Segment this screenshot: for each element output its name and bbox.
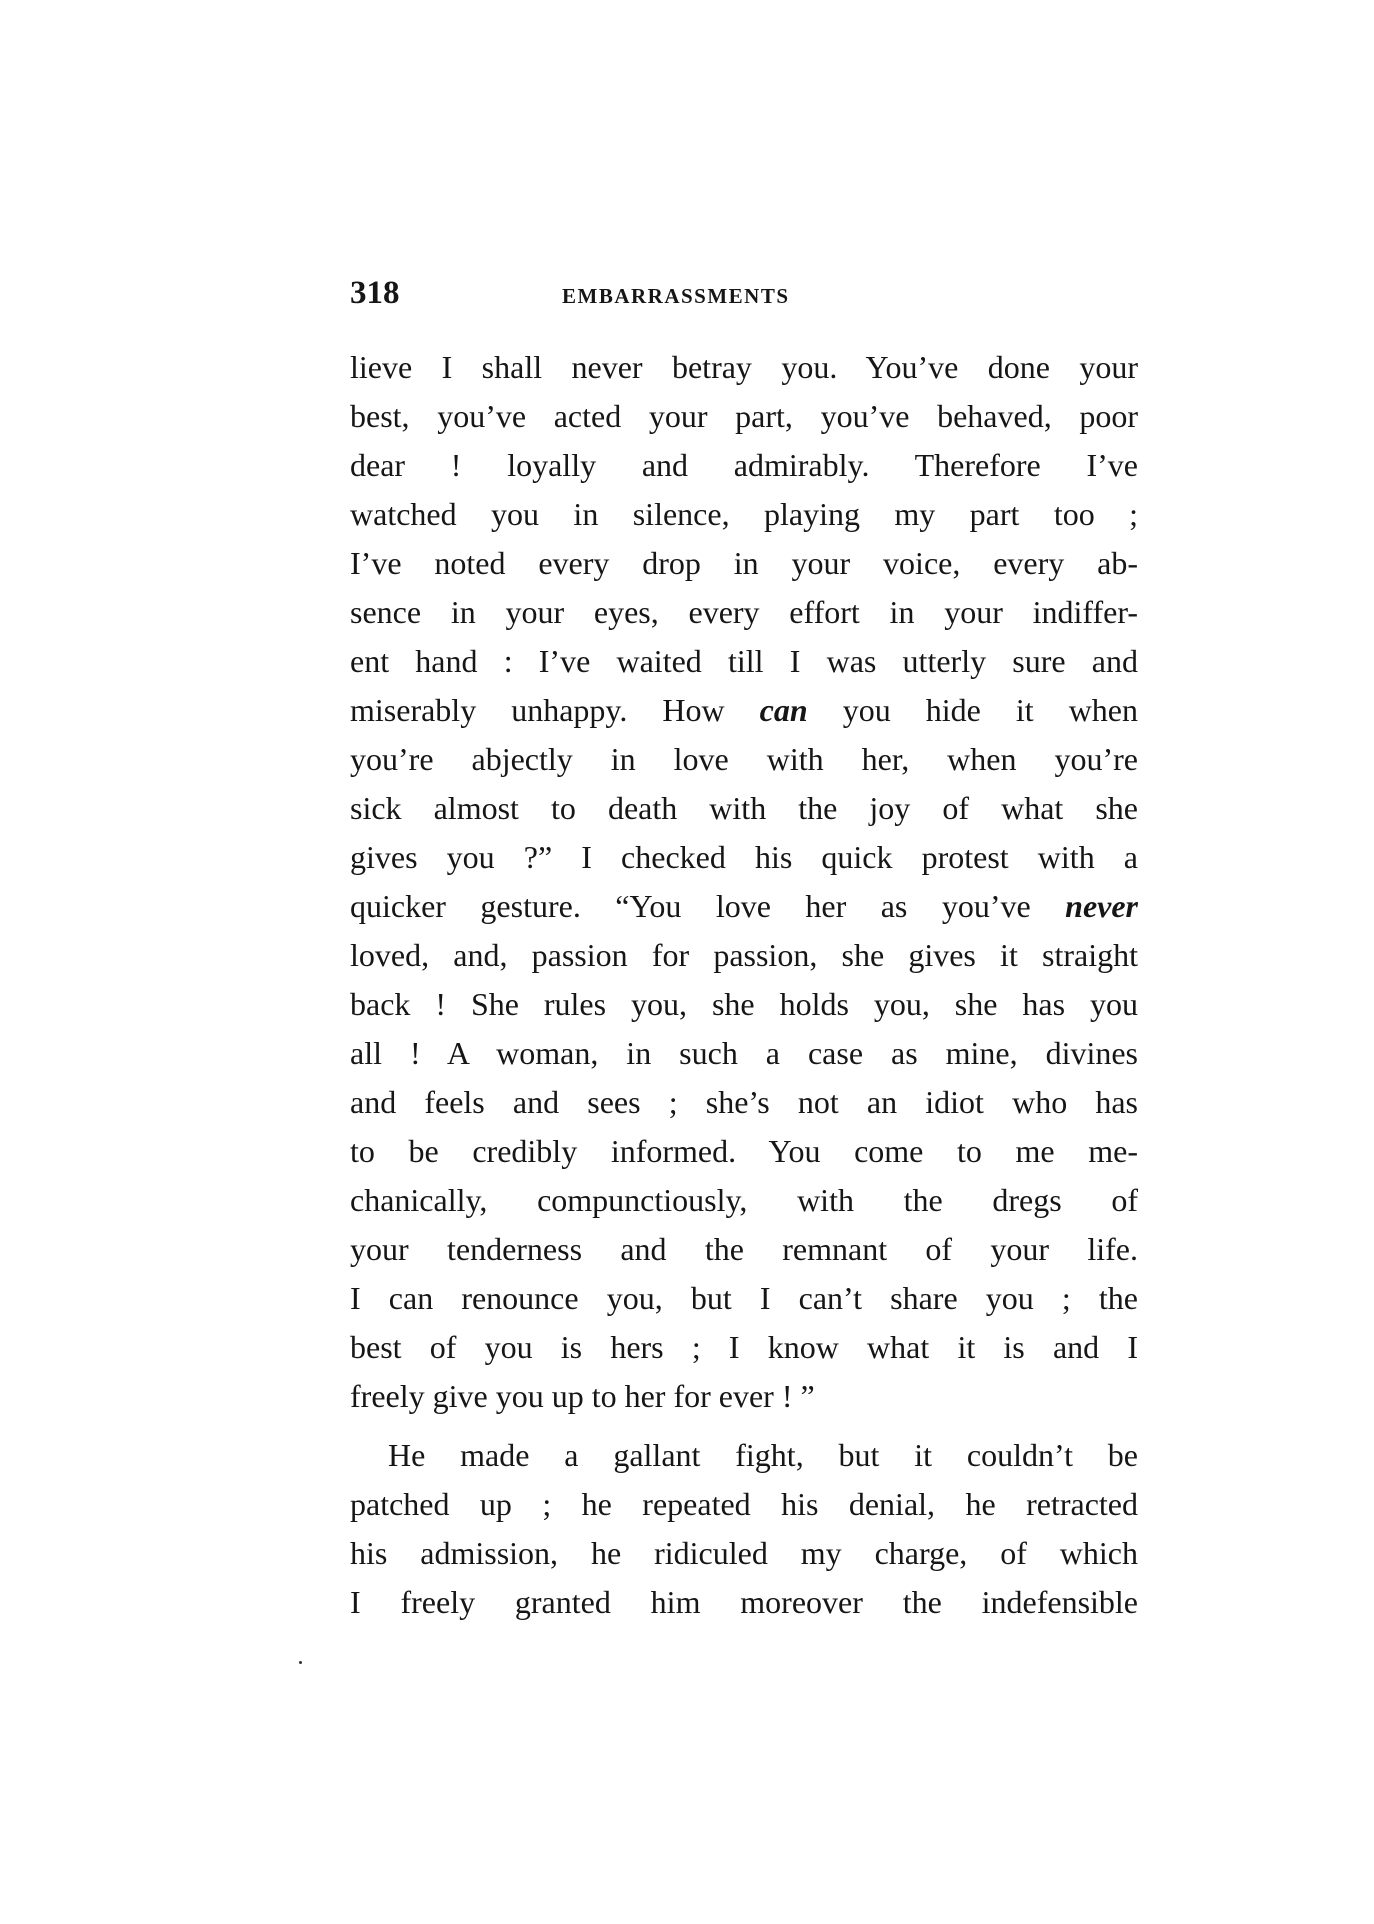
text-line: lieve I shall never betray you. You’ve done your [350, 349, 1138, 385]
text-line: sick almost to death with the joy of what she [350, 790, 1138, 826]
paragraph-2 [350, 1431, 1138, 1627]
text-line: dear ! loyally and admirably. Therefore I’ve [350, 447, 1138, 483]
text-line: your tenderness and the remnant of your life. [350, 1231, 1138, 1267]
text-line: to be credibly informed. You come to me me- [350, 1133, 1138, 1169]
text-line: He made a gallant fight, but it couldn’t be [388, 1437, 1138, 1473]
text-line: best, you’ve acted your part, you’ve behaved, poor [350, 398, 1138, 434]
text-line: I can renounce you, but I can’t share you ; the [350, 1280, 1138, 1316]
text-line: loved, and, passion for passion, she gives it straight [350, 937, 1138, 973]
paragraph-1 [350, 343, 1138, 1421]
text-line: sence in your eyes, every effort in your indiffer- [350, 594, 1138, 630]
text-line: watched you in silence, playing my part too ; [350, 496, 1138, 532]
text-line: I freely granted him moreover the indefensible [350, 1584, 1138, 1620]
running-head [350, 268, 1138, 318]
stray-ink-mark [299, 1661, 302, 1664]
text-line: chanically, compunctiously, with the dregs of [350, 1182, 1138, 1218]
text-line: you’re abjectly in love with her, when you’re [350, 741, 1138, 777]
text-line: ent hand : I’ve waited till I was utterly sure and [350, 643, 1138, 679]
line-segment: miserably unhappy. How [350, 692, 760, 728]
text-line: his admission, he ridiculed my charge, of which [350, 1535, 1138, 1571]
line-segment: quicker gesture. “You love her as you’ve [350, 888, 1066, 924]
line-segment: you hide it when [807, 692, 1138, 728]
text-line: freely give you up to her for ever ! ” [350, 1378, 815, 1414]
body-text [350, 343, 1138, 1627]
emphasized-word: never [1065, 888, 1138, 924]
text-line: all ! A woman, in such a case as mine, divines [350, 1035, 1138, 1071]
text-line: back ! She rules you, she holds you, she has you [350, 986, 1138, 1022]
text-line-with-emphasis [350, 882, 1138, 931]
text-line: and feels and sees ; she’s not an idiot who has [350, 1084, 1138, 1120]
running-head-title: EMBARRASSMENTS [562, 284, 790, 308]
text-line: best of you is hers ; I know what it is and I [350, 1329, 1138, 1365]
text-line: I’ve noted every drop in your voice, every ab- [350, 545, 1138, 581]
paragraph-gap [350, 1421, 1138, 1431]
text-line: gives you ?” I checked his quick protest with a [350, 839, 1138, 875]
text-line-with-emphasis [350, 686, 1138, 735]
emphasized-word: can [759, 692, 808, 728]
page-number: 318 [350, 275, 400, 311]
text-line: patched up ; he repeated his denial, he retracted [350, 1486, 1138, 1522]
